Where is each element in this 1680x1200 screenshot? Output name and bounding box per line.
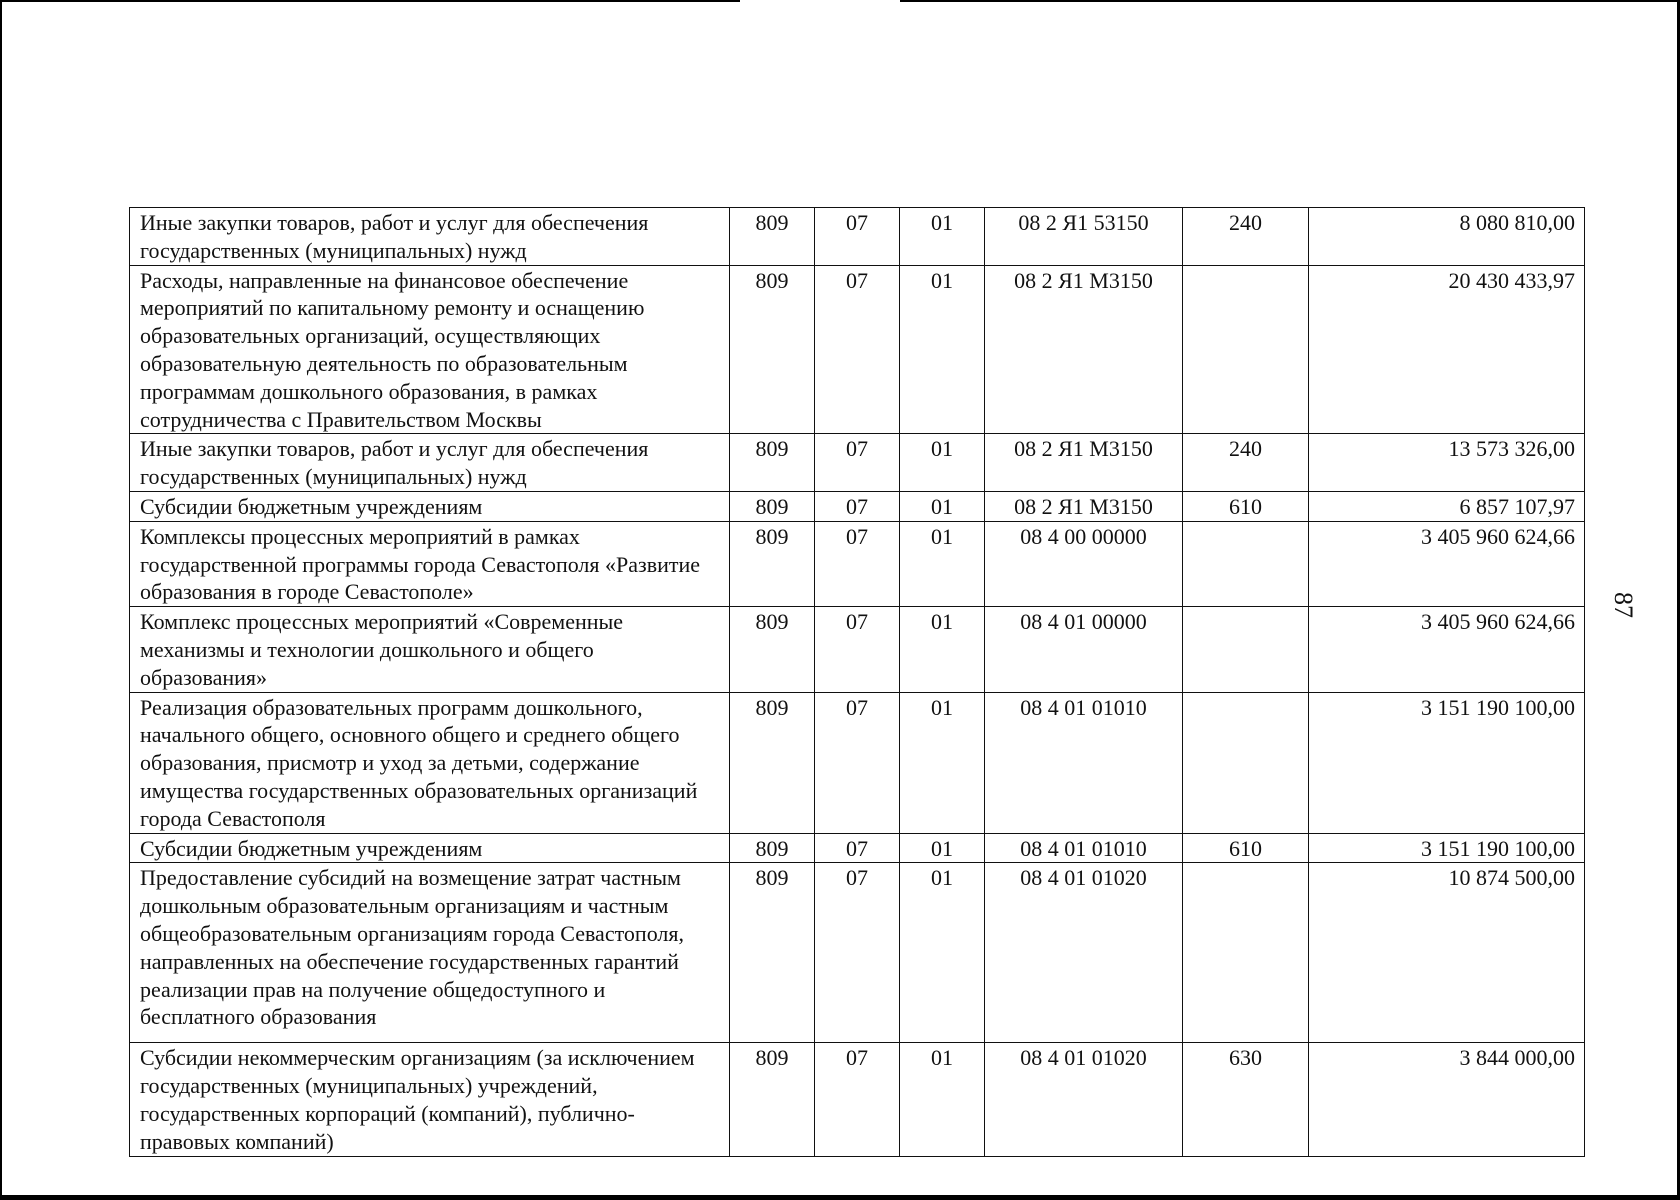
row-pr: 01 <box>900 208 985 266</box>
row-csr: 08 4 00 00000 <box>985 521 1183 606</box>
row-pr: 01 <box>900 521 985 606</box>
row-amount: 3 405 960 624,66 <box>1309 607 1585 692</box>
row-rz: 07 <box>815 692 900 833</box>
row-vr <box>1183 692 1309 833</box>
table-row <box>130 863 1585 1043</box>
row-vr <box>1183 607 1309 692</box>
row-amount: 13 573 326,00 <box>1309 434 1585 492</box>
row-pr: 01 <box>900 265 985 434</box>
row-gr: 809 <box>730 692 815 833</box>
row-name: Субсидии некоммерческим организациям (за исключением государственных (муниципальных) учреждений, государственных корпораций (компаний), публично-правовых компаний) <box>130 1043 730 1156</box>
row-name: Реализация образовательных программ дошкольного, начального общего, основного общего и среднего общего образования, присмотр и уход за детьми, содержание имущества государственных образовательных организаций города Севастополя <box>130 692 730 833</box>
row-csr: 08 4 01 01010 <box>985 692 1183 833</box>
row-rz: 07 <box>815 1043 900 1156</box>
row-gr: 809 <box>730 521 815 606</box>
row-gr: 809 <box>730 833 815 863</box>
row-rz: 07 <box>815 863 900 1043</box>
row-csr: 08 2 Я1 53150 <box>985 208 1183 266</box>
row-name: Иные закупки товаров, работ и услуг для обеспечения государственных (муниципальных) нужд <box>130 208 730 266</box>
row-rz: 07 <box>815 208 900 266</box>
row-pr: 01 <box>900 434 985 492</box>
row-amount: 3 151 190 100,00 <box>1309 833 1585 863</box>
row-vr: 610 <box>1183 833 1309 863</box>
row-csr: 08 4 01 01020 <box>985 1043 1183 1156</box>
row-csr: 08 4 01 01020 <box>985 863 1183 1043</box>
row-rz: 07 <box>815 265 900 434</box>
row-pr: 01 <box>900 833 985 863</box>
row-pr: 01 <box>900 863 985 1043</box>
row-name: Комплекс процессных мероприятий «Современные механизмы и технологии дошкольного и общего образования» <box>130 607 730 692</box>
row-gr: 809 <box>730 434 815 492</box>
top-rule-gap <box>740 0 900 2</box>
row-gr: 809 <box>730 265 815 434</box>
row-pr: 01 <box>900 491 985 521</box>
row-rz: 07 <box>815 607 900 692</box>
row-name: Предоставление субсидий на возмещение затрат частным дошкольным образовательным организациям и частным общеобразовательным организациям города Севастополя, направленных на обеспечение государственных гарантий реализации прав на получение общедоступного и бесплатного образования <box>130 863 730 1043</box>
row-csr: 08 4 01 01010 <box>985 833 1183 863</box>
row-amount: 8 080 810,00 <box>1309 208 1585 266</box>
row-pr: 01 <box>900 607 985 692</box>
row-rz: 07 <box>815 833 900 863</box>
table-row <box>130 833 1585 863</box>
row-gr: 809 <box>730 607 815 692</box>
row-rz: 07 <box>815 521 900 606</box>
row-gr: 809 <box>730 1043 815 1156</box>
row-vr <box>1183 863 1309 1043</box>
row-name: Субсидии бюджетным учреждениям <box>130 833 730 863</box>
table-row <box>130 265 1585 434</box>
row-gr: 809 <box>730 491 815 521</box>
table-row <box>130 1043 1585 1156</box>
row-vr: 240 <box>1183 434 1309 492</box>
row-amount: 6 857 107,97 <box>1309 491 1585 521</box>
row-amount: 3 405 960 624,66 <box>1309 521 1585 606</box>
row-amount: 3 151 190 100,00 <box>1309 692 1585 833</box>
row-amount: 10 874 500,00 <box>1309 863 1585 1043</box>
budget-table <box>129 207 1585 1157</box>
bottom-rule <box>0 1196 1520 1200</box>
row-vr: 610 <box>1183 491 1309 521</box>
row-vr: 240 <box>1183 208 1309 266</box>
row-csr: 08 2 Я1 М3150 <box>985 434 1183 492</box>
row-vr <box>1183 521 1309 606</box>
row-name: Субсидии бюджетным учреждениям <box>130 491 730 521</box>
table-row <box>130 692 1585 833</box>
table-row <box>130 491 1585 521</box>
table-row <box>130 434 1585 492</box>
table-row <box>130 208 1585 266</box>
row-csr: 08 2 Я1 М3150 <box>985 491 1183 521</box>
row-pr: 01 <box>900 1043 985 1156</box>
row-name: Комплексы процессных мероприятий в рамках государственной программы города Севастополя «Развитие образования в городе Севастополе» <box>130 521 730 606</box>
row-gr: 809 <box>730 208 815 266</box>
row-gr: 809 <box>730 863 815 1043</box>
row-csr: 08 2 Я1 М3150 <box>985 265 1183 434</box>
row-amount: 3 844 000,00 <box>1309 1043 1585 1156</box>
row-csr: 08 4 01 00000 <box>985 607 1183 692</box>
row-vr <box>1183 265 1309 434</box>
row-rz: 07 <box>815 491 900 521</box>
row-pr: 01 <box>900 692 985 833</box>
row-vr: 630 <box>1183 1043 1309 1156</box>
row-name: Иные закупки товаров, работ и услуг для обеспечения государственных (муниципальных) нужд <box>130 434 730 492</box>
row-rz: 07 <box>815 434 900 492</box>
table-row <box>130 521 1585 606</box>
row-amount: 20 430 433,97 <box>1309 265 1585 434</box>
table-row <box>130 607 1585 692</box>
row-name: Расходы, направленные на финансовое обеспечение мероприятий по капитальному ремонту и оснащению образовательных организаций, осуществляющих образовательную деятельность по образовательным программам дошкольного образования, в рамках сотрудничества с Правительством Москвы <box>130 265 730 434</box>
page-number: 87 <box>1609 592 1638 618</box>
